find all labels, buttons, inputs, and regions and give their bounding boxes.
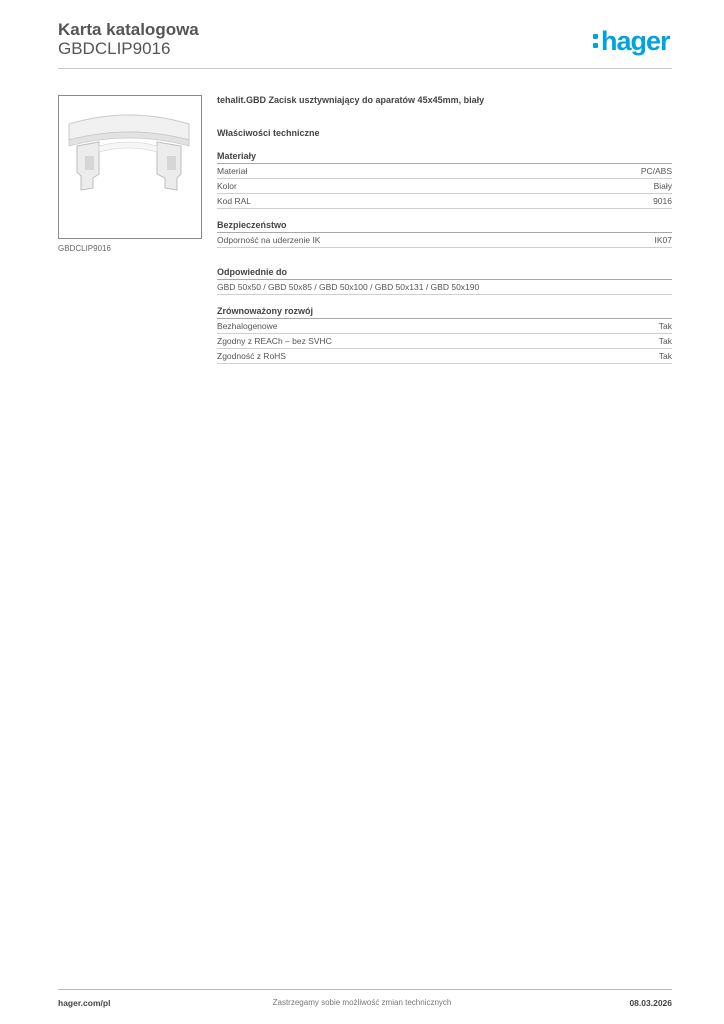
spec-row [217,179,672,194]
spec-label: Materiał [217,166,248,176]
product-image [58,95,202,239]
spec-row [217,194,672,209]
materials-title: Materiały [217,149,672,164]
sustainability-title: Zrównoważony rozwój [217,304,672,319]
footer-date: 08.03.2026 [629,998,672,1008]
suitable-title: Odpowiednie do [217,265,672,280]
spec-label: Kod RAL [217,196,252,206]
hager-logo [593,26,670,56]
product-description: tehalit.GBD Zacisk usztywniający do aparatów 45x45mm, biały [217,95,485,105]
spec-label: Bezhalogenowe [217,321,278,331]
spec-row [217,319,672,334]
spec-row [217,233,672,248]
spec-value: 9016 [653,196,672,206]
footer-website-link[interactable]: hager.com/pl [58,998,111,1008]
product-code: GBDCLIP9016 [58,39,171,58]
spec-value: IK07 [654,235,672,245]
header-divider [58,68,672,69]
logo-text: hager [601,26,670,56]
clip-illustration-icon [59,96,201,238]
spec-label: Zgodny z REACh – bez SVHC [217,336,332,346]
spec-value: Tak [658,321,672,331]
tech-properties-heading: Właściwości techniczne [217,128,320,138]
spec-content [217,93,672,364]
spec-row [217,334,672,349]
spec-label: Kolor [217,181,237,191]
spec-label: Zgodność z RoHS [217,351,286,361]
spec-label: Odporność na uderzenie IK [217,235,321,245]
safety-title: Bezpieczeństwo [217,218,672,233]
spec-value: PC/ABS [640,166,672,176]
spec-value: Tak [658,351,672,361]
spec-row [217,164,672,179]
image-caption: GBDCLIP9016 [58,244,111,253]
spec-value: Biały [653,181,672,191]
footer-divider [58,989,672,990]
suitable-text: GBD 50x50 / GBD 50x85 / GBD 50x100 / GBD 50x131 / GBD 50x190 [217,280,672,295]
spec-row [217,349,672,364]
page-title: Karta katalogowa [58,20,199,39]
footer-disclaimer: Zastrzegamy sobie możliwość zmian technicznych [272,998,452,1007]
spec-value: Tak [658,336,672,346]
logo-dots-icon [593,34,599,52]
